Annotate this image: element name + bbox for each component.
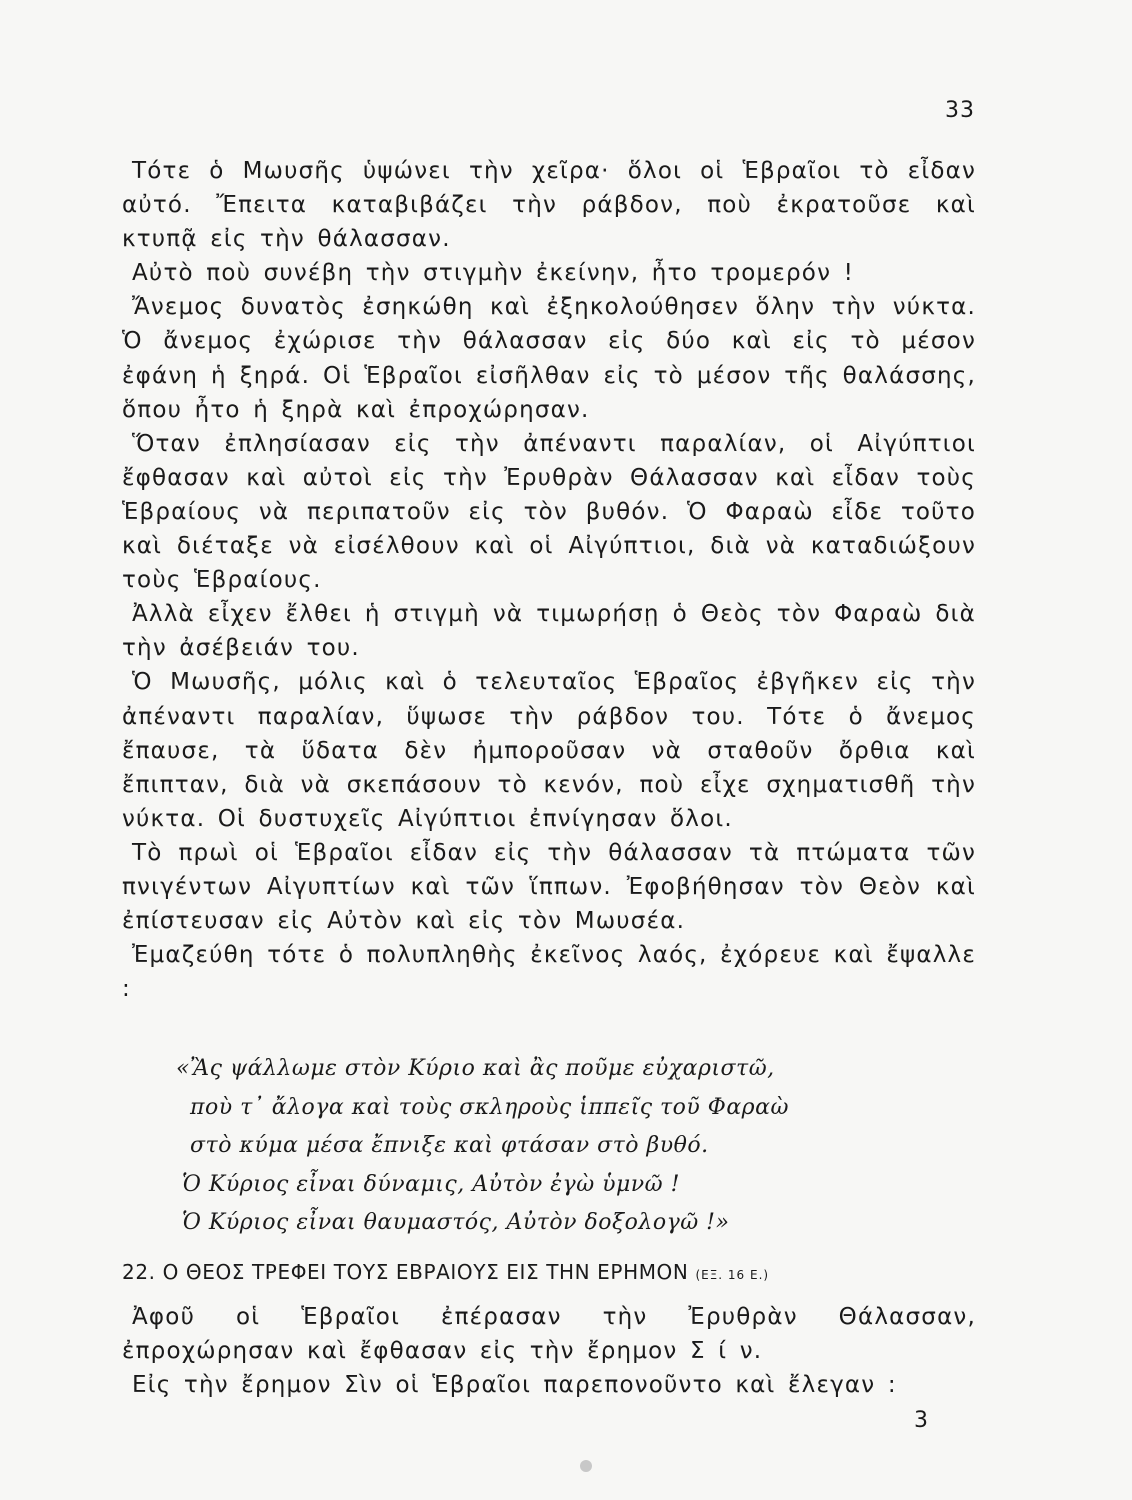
- section-title: Ο ΘΕΟΣ ΤΡΕΦΕΙ ΤΟΥΣ ΕΒΡΑΙΟΥΣ ΕΙΣ ΤΗΝ ΕΡΗΜΟΝ: [162, 1260, 689, 1284]
- signature-mark: 3: [914, 1408, 928, 1433]
- section-reference: (ΕΞ. 16 Ε.): [695, 1268, 770, 1282]
- paragraph: Αὐτὸ ποὺ συνέβη τὴν στιγμὴν ἐκείνην, ἦτο τρομερόν !: [132, 260, 855, 287]
- main-text: [122, 154, 976, 1006]
- paragraph: Τὸ πρωὶ οἱ Ἑβραῖοι εἶδαν εἰς τὴν θάλασσαν τὰ πτώματα τῶν πνιγέντων Αἰγυπτίων καὶ τῶν ἵππων. Ἐφοβήθησαν τὸν Θεὸν καὶ ἐπίστευσαν εἰς Αὐτὸν καὶ εἰς τὸν Μωυσέα.: [122, 839, 976, 935]
- print-speck: [580, 1460, 592, 1472]
- hymn-quote: [176, 1050, 916, 1243]
- paragraph: Εἰς τὴν ἔρημον Σὶν οἱ Ἑβραῖοι παρεπονοῦντο καὶ ἔλεγαν :: [132, 1372, 897, 1399]
- paragraph: Ἀλλὰ εἶχεν ἔλθει ἡ στιγμὴ νὰ τιμωρήσῃ ὁ Θεὸς τὸν Φαραὼ διὰ τὴν ἀσέβειάν του.: [122, 601, 976, 662]
- paragraph: Ἀφοῦ οἱ Ἑβραῖοι ἐπέρασαν τὴν Ἐρυθρὰν Θάλασσαν, ἐπροχώρησαν καὶ ἔφθασαν εἰς τὴν ἔρημον Σ ί ν.: [122, 1304, 976, 1365]
- poem-line: Ὁ Κύριος εἶναι θαυμαστός, Αὐτὸν δοξολογῶ !»: [182, 1210, 730, 1236]
- paragraph: Ὁ Μωυσῆς, μόλις καὶ ὁ τελευταῖος Ἑβραῖος ἐβγῆκεν εἰς τὴν ἀπέναντι παραλίαν, ὕψωσε τὴν ράβδον του. Τότε ὁ ἄνεμος ἔπαυσε, τὰ ὕδατα δὲν ἠμποροῦσαν νὰ σταθοῦν ὄρθια καὶ ἔπιπταν, διὰ νὰ σκεπάσουν τὸ κενόν, ποὺ εἶχε σχηματισθῆ τὴν νύκτα. Οἱ δυστυχεῖς Αἰγύπτιοι ἐπνίγησαν ὅλοι.: [122, 669, 976, 832]
- section-text: [122, 1300, 976, 1402]
- poem-line: ποὺ τ᾿ ἄλογα καὶ τοὺς σκληροὺς ἱππεῖς τοῦ Φαραὼ: [190, 1094, 789, 1120]
- poem-line: Ὁ Κύριος εἶναι δύναμις, Αὐτὸν ἐγὼ ὑμνῶ !: [182, 1171, 680, 1197]
- poem-line: στὸ κύμα μέσα ἔπνιξε καὶ φτάσαν στὸ βυθό.: [190, 1133, 709, 1159]
- page-number: 33: [945, 98, 975, 123]
- paragraph: Ὅταν ἐπλησίασαν εἰς τὴν ἀπέναντι παραλίαν, οἱ Αἰγύπτιοι ἔφθασαν καὶ αὐτοὶ εἰς τὴν Ἐρυθρὰν Θάλασσαν καὶ εἶδαν τοὺς Ἑβραίους νὰ περιπατοῦν εἰς τὸν βυθόν. Ὁ Φαραὼ εἶδε τοῦτο καὶ διέταξε νὰ εἰσέλθουν καὶ οἱ Αἰγύπτιοι, διὰ νὰ καταδιώξουν τοὺς Ἑβραίους.: [122, 430, 976, 594]
- section-heading: [122, 1260, 982, 1284]
- paragraph: Τότε ὁ Μωυσῆς ὑψώνει τὴν χεῖρα· ὅλοι οἱ Ἑβραῖοι τὸ εἶδαν αὐτό. Ἔπειτα καταβιβάζει τὴν ράβδον, ποὺ ἐκρατοῦσε καὶ κτυπᾷ εἰς τὴν θάλασσαν.: [122, 158, 976, 253]
- paragraph: Ἄνεμος δυνατὸς ἐσηκώθη καὶ ἐξηκολούθησεν ὅλην τὴν νύκτα. Ὁ ἄνεμος ἐχώρισε τὴν θάλασσαν εἰς δύο καὶ εἰς τὸ μέσον ἐφάνη ἡ ξηρά. Οἱ Ἑβραῖοι εἰσῆλθαν εἰς τὸ μέσον τῆς θαλάσσης, ὅπου ἦτο ἡ ξηρὰ καὶ ἐπροχώρησαν.: [122, 294, 976, 423]
- poem-line: «Ἂς ψάλλωμε στὸν Κύριο καὶ ἂς ποῦμε εὐχαριστῶ,: [176, 1056, 775, 1081]
- section-number: 22.: [122, 1260, 156, 1284]
- paragraph: Ἐμαζεύθη τότε ὁ πολυπληθὴς ἐκεῖνος λαός, ἐχόρευε καὶ ἔψαλλε :: [122, 942, 976, 1003]
